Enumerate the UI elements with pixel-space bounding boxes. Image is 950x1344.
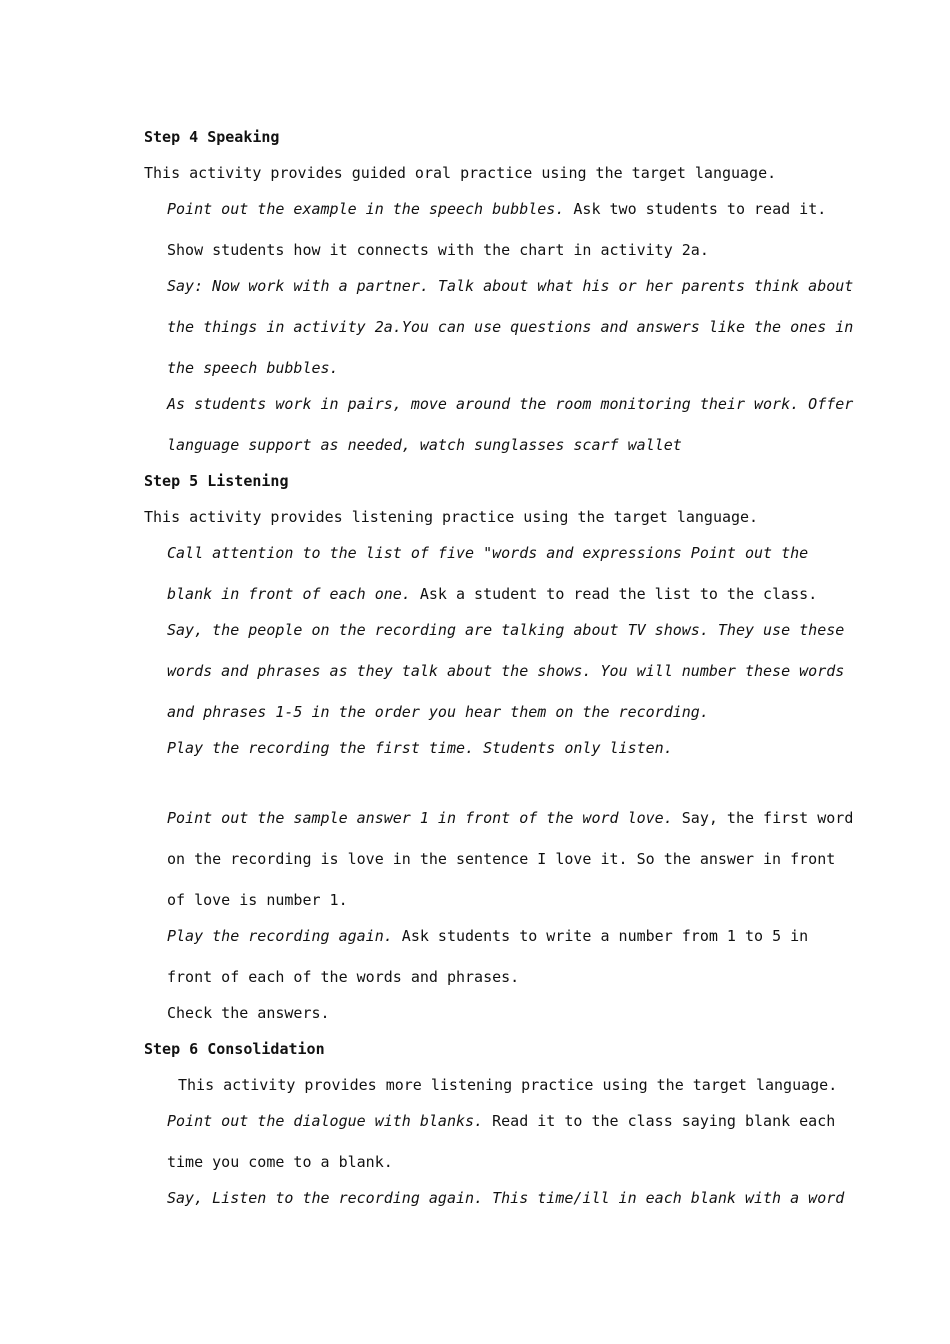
step5-paragraph-2-line-1: Say, the people on the recording are talking about TV shows. They use these	[167, 621, 845, 639]
step5-paragraph-4-line-1	[167, 808, 853, 828]
step6-p1-rest: Read it to the class saying blank each	[483, 1112, 836, 1130]
step5-p1-rest: Ask a student to read the list to the class.	[410, 585, 818, 603]
step5-paragraph-3-line-1: Play the recording the first time. Students only listen.	[167, 739, 673, 757]
step4-heading: Step 4 Speaking	[144, 128, 280, 146]
step5-p4-rest: Say, the first word	[672, 809, 854, 827]
step5-p5-rest: Ask students to write a number from 1 to 5 in	[392, 927, 809, 945]
step5-p5-italic: Play the recording again.	[167, 927, 393, 945]
step4-intro: This activity provides guided oral practice using the target language.	[144, 164, 777, 182]
step4-paragraph-3-line-1: As students work in pairs, move around the room monitoring their work. Offer	[167, 395, 854, 413]
step4-p1-italic: Point out the example in the speech bubbles.	[167, 200, 565, 218]
step6-intro: This activity provides more listening practice using the target language.	[178, 1076, 838, 1094]
step4-paragraph-2-line-2: the things in activity 2a.You can use questions and answers like the ones in	[167, 318, 854, 336]
step6-paragraph-1-line-2: time you come to a blank.	[167, 1153, 393, 1171]
step5-paragraph-4-line-3: of love is number 1.	[167, 891, 348, 909]
step5-p1-italic: blank in front of each one.	[167, 585, 411, 603]
step4-paragraph-3-line-2: language support as needed, watch sunglasses scarf wallet	[167, 436, 682, 454]
step5-heading: Step 5 Listening	[144, 472, 289, 490]
step5-paragraph-6-line-1: Check the answers.	[167, 1004, 330, 1022]
step4-paragraph-1-line-2: Show students how it connects with the chart in activity 2a.	[167, 241, 709, 259]
step5-paragraph-1-line-1: Call attention to the list of five "words and expressions Point out the	[167, 544, 809, 562]
step6-heading: Step 6 Consolidation	[144, 1040, 325, 1058]
step6-paragraph-1-line-1	[167, 1111, 835, 1131]
step4-p1-rest: Ask two students to read it.	[564, 200, 827, 218]
step5-intro: This activity provides listening practice using the target language.	[144, 508, 759, 526]
step5-paragraph-1-line-2	[167, 584, 817, 604]
step5-paragraph-4-line-2: on the recording is love in the sentence I love it. So the answer in front	[167, 850, 836, 868]
step4-paragraph-2-line-1: Say: Now work with a partner. Talk about what his or her parents think about	[167, 277, 854, 295]
step5-paragraph-5-line-1	[167, 926, 808, 946]
step5-paragraph-2-line-3: and phrases 1-5 in the order you hear them on the recording.	[167, 703, 709, 721]
step4-paragraph-1-line-1	[167, 199, 826, 219]
step4-paragraph-2-line-3: the speech bubbles.	[167, 359, 339, 377]
step5-p4-italic: Point out the sample answer 1 in front of the word love.	[167, 809, 673, 827]
step5-paragraph-5-line-2: front of each of the words and phrases.	[167, 968, 520, 986]
step6-p1-italic: Point out the dialogue with blanks.	[167, 1112, 484, 1130]
step5-paragraph-2-line-2: words and phrases as they talk about the shows. You will number these words	[167, 662, 845, 680]
step6-paragraph-2-line-1: Say, Listen to the recording again. This time/ill in each blank with a word	[167, 1189, 845, 1207]
